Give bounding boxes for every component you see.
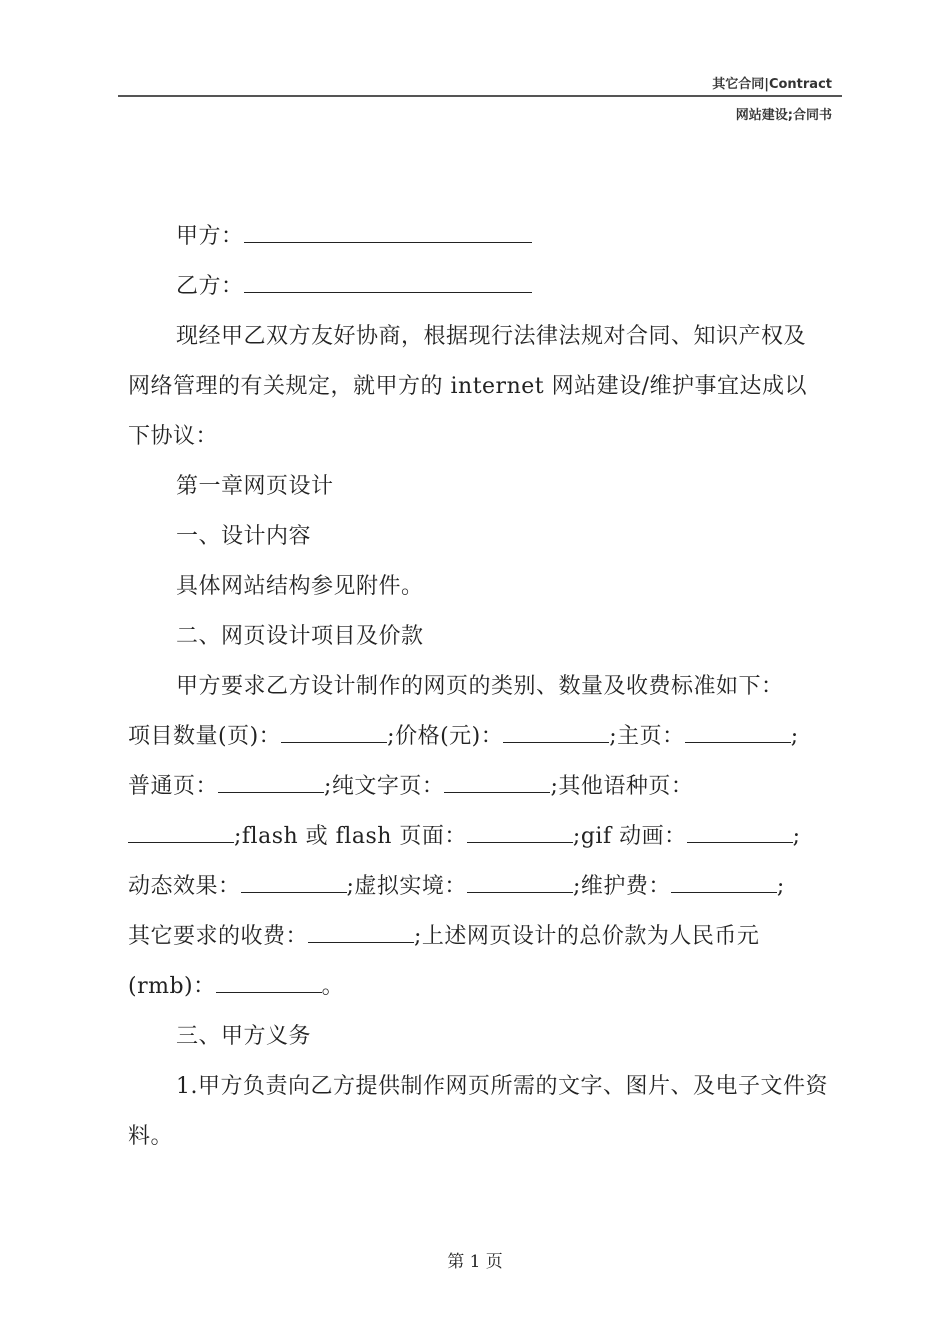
section-1-text: 具体网站结构参见附件。 [176, 574, 424, 599]
party-b-label: 乙方： [176, 274, 244, 299]
flash-blank [467, 816, 573, 843]
other-fee-label: 其它要求的收费： [128, 924, 309, 949]
section-2-intro: 甲方要求乙方设计制作的网页的类别、数量及收费标准如下： [176, 674, 784, 699]
header-category: 其它合同|Contract [712, 77, 832, 92]
dynamic-blank [241, 866, 347, 893]
virtual-blank [467, 866, 573, 893]
home-blank [685, 716, 791, 743]
separator: ; [776, 874, 785, 899]
separator: ; [792, 824, 801, 849]
flash-label: ;flash 或 flash 页面： [234, 824, 467, 849]
dynamic-label: 动态效果： [128, 874, 241, 899]
other-fee-blank [308, 916, 414, 943]
normal-label: 普通页： [128, 774, 219, 799]
other-lang-blank [128, 816, 234, 843]
party-b-line [128, 262, 828, 312]
other-lang-label: ;其他语种页： [550, 774, 694, 799]
party-b-blank [244, 266, 532, 293]
virtual-label: ;虚拟实境： [346, 874, 467, 899]
header-divider [118, 95, 842, 97]
party-a-blank [244, 216, 532, 243]
chapter-1-heading: 第一章网页设计 [176, 474, 334, 499]
rmb-label: (rmb)： [128, 974, 216, 999]
price-blank [503, 716, 609, 743]
item-count-label: 项目数量(页)： [128, 724, 282, 749]
separator: ; [790, 724, 799, 749]
price-label: ;价格(元)： [387, 724, 504, 749]
maintenance-label: ;维护费： [572, 874, 671, 899]
section-2-heading: 二、网页设计项目及价款 [176, 624, 424, 649]
text-only-label: ;纯文字页： [324, 774, 445, 799]
party-a-label: 甲方： [176, 224, 244, 249]
party-a-line [128, 212, 828, 262]
header-tags: 网站建设;合同书 [735, 108, 832, 123]
gif-label: ;gif 动画： [572, 824, 687, 849]
gif-blank [687, 816, 793, 843]
fee-fields-paragraph [128, 712, 828, 1012]
item-count-blank [281, 716, 387, 743]
page-number: 第 1 页 [447, 1252, 503, 1272]
normal-blank [218, 766, 324, 793]
section-3-heading: 三、甲方义务 [176, 1024, 312, 1049]
section-1-heading: 一、设计内容 [176, 524, 312, 549]
end-mark: 。 [321, 974, 345, 999]
home-label: ;主页： [609, 724, 685, 749]
total-label: ;上述网页设计的总价款为人民币元 [414, 924, 760, 949]
rmb-blank [216, 966, 322, 993]
text-only-blank [444, 766, 550, 793]
maintenance-blank [671, 866, 777, 893]
intro-paragraph: 现经甲乙双方友好协商，根据现行法律法规对合同、知识产权及网络管理的有关规定，就甲方的 internet 网站建设/维护事宜达成以下协议： [128, 324, 808, 449]
document-body [128, 212, 828, 1162]
duty-1-text: 1.甲方负责向乙方提供制作网页所需的文字、图片、及电子文件资料。 [128, 1074, 828, 1149]
